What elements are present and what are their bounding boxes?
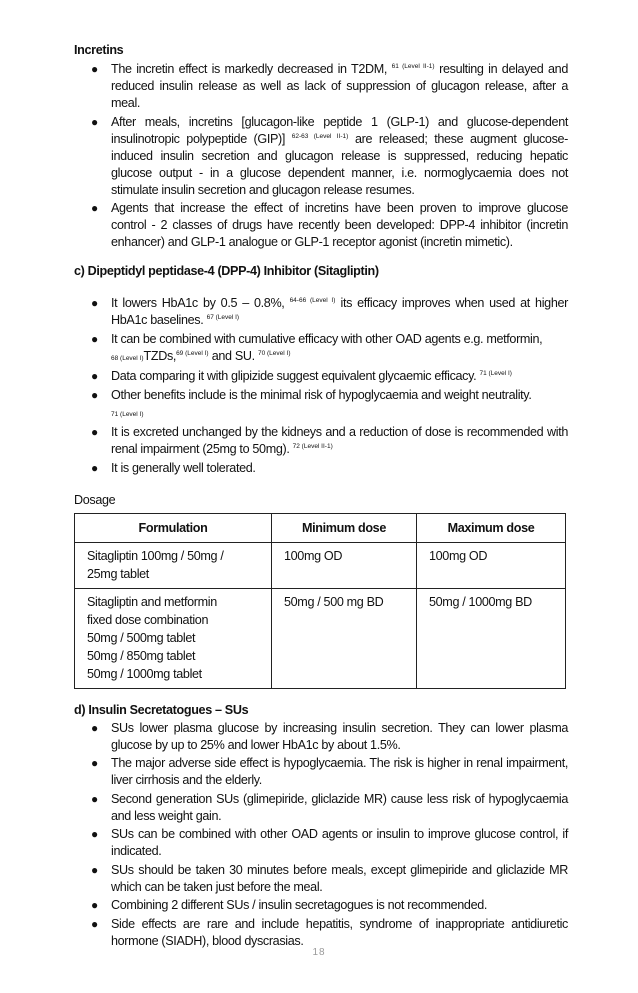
section-heading-su: d) Insulin Secretatogues – SUs: [74, 702, 249, 717]
reference: 67 (Level I): [206, 314, 240, 321]
bullet-icon: ●: [91, 791, 98, 806]
column-header: Maximum dose: [417, 513, 566, 542]
max-dose-cell: 100mg OD: [417, 542, 566, 588]
list-item: ● The incretin effect is markedly decreased in T2DM, $^{61 (Level II-1)}$ resulting in delayed and reduced insulin release as well as lack of suppression of glucagon release, after a meal.: [91, 62, 568, 110]
list-item: ● Agents that increase the effect of incretins have been proven to improve glucose control - 2 classes of drugs have recently been developed: DPP-4 inhibitor (incretin enhancer) and GLP-1 analogue or GLP-1 receptor agonist (incretin mimetic).: [91, 201, 568, 249]
page-content: [74, 40, 568, 951]
reference: 71 (Level I): [479, 370, 512, 377]
incretins-list: [74, 61, 568, 251]
bullet-icon: ●: [91, 862, 98, 877]
max-dose-cell: 50mg / 1000mg BD: [417, 588, 566, 688]
list-item: ● Data comparing it with glipizide suggest equivalent glycaemic efficacy. $^{71 (Level I)}$: [91, 369, 512, 383]
min-dose-cell: 100mg OD: [272, 542, 417, 588]
bullet-icon: ●: [91, 898, 98, 912]
bullet-icon: ●: [91, 827, 98, 841]
list-item: ● SUs should be taken 30 minutes before meals, except glimepiride and gliclazide MR which can be taken just before the meal.: [91, 862, 568, 894]
reference: 71 (Level I): [111, 410, 144, 418]
bullet-icon: ●: [91, 916, 98, 931]
table-row: [75, 542, 566, 588]
su-list: [74, 720, 568, 950]
bullet-icon: ●: [91, 369, 98, 383]
list-item: ● After meals, incretins [glucagon-like peptide 1 (GLP-1) and glucose-dependent insulinotropic polypeptide (GIP)] $^{62-63 (Level II-1)}$ are released; these augment glucose-induced insulin secretion and glucagon release is suppressed, reducing hepatic glucose output - in a glucose dependent manner, i.e. normoglycaemia does not stimulate insulin secretion and glucagon release resumes.: [91, 114, 569, 197]
list-item: ● Second generation SUs (glimepiride, gliclazide MR) cause less risk of hypoglycaemia and less weight gain.: [91, 791, 568, 823]
list-item: ● The major adverse side effect is hypoglycaemia. The risk is higher in renal impairment, liver cirrhosis and the elderly.: [91, 756, 568, 787]
list-item: ● It is excreted unchanged by the kidneys and a reduction of dose is recommended with renal impairment (25mg to 50mg). $^{72 (Level II-1)}$: [91, 425, 568, 456]
bullet-icon: ●: [91, 62, 98, 76]
min-dose-cell: 50mg / 500 mg BD: [272, 588, 417, 688]
formulation-cell: Sitagliptin 100mg / 50mg / 25mg tablet: [75, 542, 272, 588]
dpp4-list: [74, 295, 568, 477]
section-heading-incretins: Incretins: [74, 43, 124, 57]
table-row: [75, 588, 566, 688]
section-heading-dpp4: c) Dipeptidyl peptidase-4 (DPP-4) Inhibitor (Sitagliptin): [74, 264, 379, 278]
bullet-icon: ●: [91, 201, 98, 215]
list-item: ● It can be combined with cumulative efficacy with other OAD agents e.g. metformin, 68 (Level I)TZDs,$^{69 (Level I)}$ and SU. $^{70 (Level I)}$: [91, 331, 543, 363]
list-item: ● Other benefits include is the minimal risk of hypoglycaemia and weight neutrality. 71 (Level I): [91, 387, 532, 418]
list-item: ● It is generally well tolerated.: [91, 460, 256, 475]
bullet-icon: ●: [91, 331, 98, 346]
reference: 70 (Level I): [257, 349, 291, 357]
list-item: ● Side effects are rare and include hepatitis, syndrome of inappropriate antidiuretic hormone (SIADH), blood dyscrasias.: [91, 916, 568, 948]
column-header: Formulation: [75, 513, 272, 542]
bullet-icon: ●: [91, 425, 98, 439]
bullet-icon: ●: [91, 720, 98, 735]
reference: 64-66 (Level I): [289, 297, 336, 304]
table-header-row: [75, 513, 566, 542]
column-header: Minimum dose: [272, 513, 417, 542]
dosage-table: [74, 513, 566, 689]
page-number: 18: [312, 947, 326, 958]
reference: 61 (Level II-1): [391, 63, 435, 70]
bullet-icon: ●: [91, 114, 98, 129]
reference: 62-63 (Level II-1): [291, 132, 349, 140]
list-item: ● SUs can be combined with other OAD agents or insulin to improve glucose control, if indicated.: [91, 827, 568, 858]
reference: 72 (Level II-1): [292, 443, 333, 450]
reference: 69 (Level I): [176, 349, 209, 357]
list-item: ● Combining 2 different SUs / insulin secretagogues is not recommended.: [91, 898, 488, 912]
list-item: ● It lowers HbA1c by 0.5 – 0.8%, $^{64-66 (Level I)}$ its efficacy improves when used at higher HbA1c baselines. $^{67 (Level I)}$: [91, 296, 568, 327]
bullet-icon: ●: [91, 387, 98, 402]
dosage-label: Dosage: [74, 492, 116, 507]
bullet-icon: ●: [91, 756, 98, 770]
formulation-cell: Sitagliptin and metformin fixed dose combination 50mg / 500mg tablet 50mg / 850mg tablet 50mg / 1000mg tablet: [75, 588, 272, 688]
bullet-icon: ●: [91, 460, 98, 475]
reference: 68 (Level I): [111, 354, 144, 362]
list-item: ● SUs lower plasma glucose by increasing insulin secretion. They can lower plasma glucose by up to 25% and lower HbA1c by about 1.5%.: [91, 720, 568, 752]
bullet-icon: ●: [91, 296, 98, 310]
